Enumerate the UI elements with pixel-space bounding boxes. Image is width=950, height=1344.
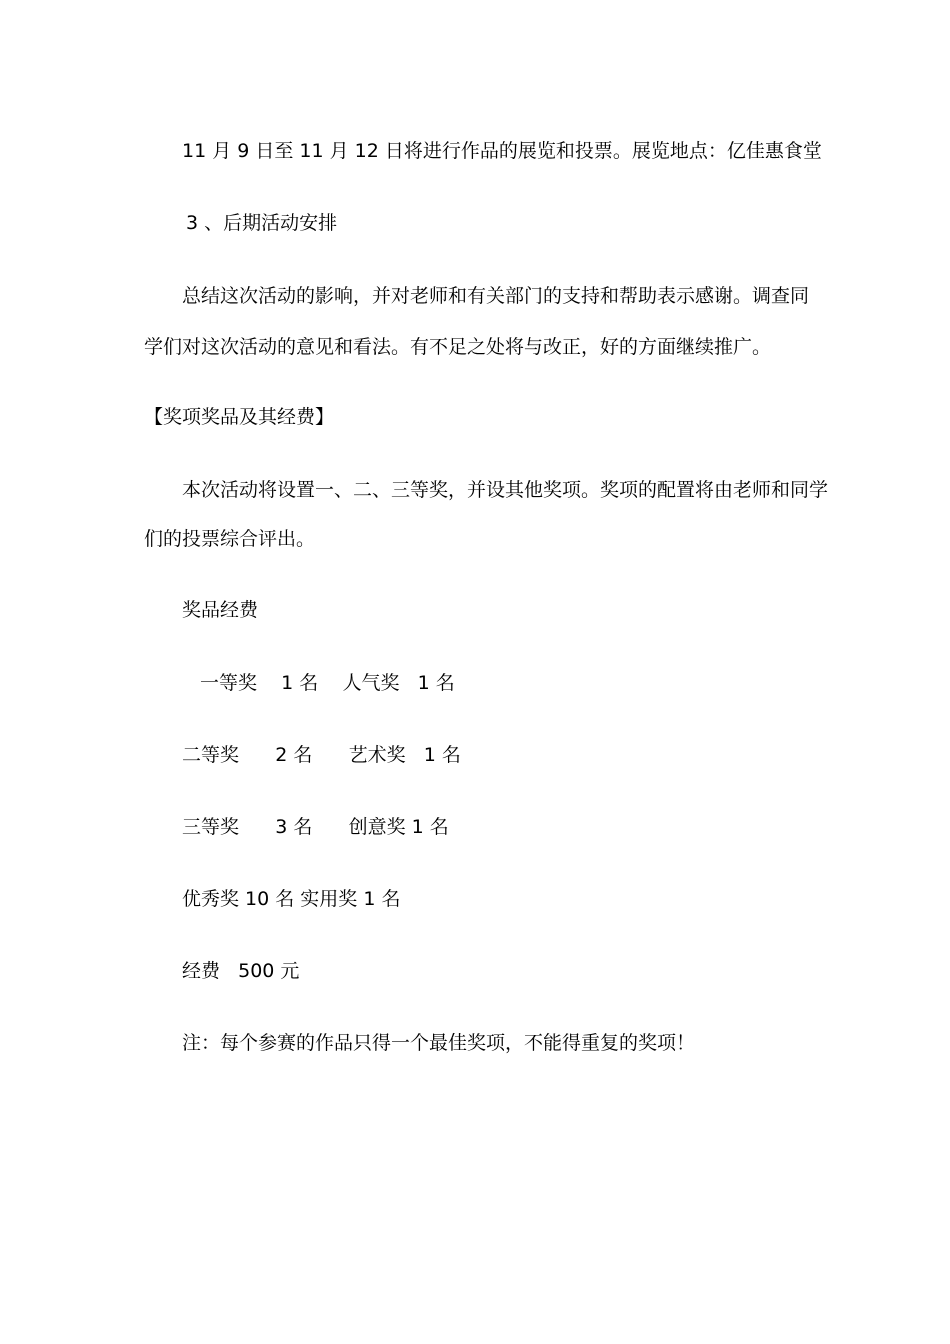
summary-paragraph-line-2: 学们对这次活动的意见和看法。有不足之处将与改正，好的方面继续推广。: [144, 336, 772, 358]
exhibition-paragraph: 11 月 9 日至 11 月 12 日将进行作品的展览和投票。展览地点：亿佳惠食堂: [182, 140, 822, 162]
awards-section-heading: 【奖项奖品及其经费】: [144, 406, 335, 428]
fee-line: 经费 500 元: [182, 960, 300, 982]
prize-row-excellence: 优秀奖 10 名 实用奖 1 名: [182, 888, 401, 910]
awards-paragraph-line-2: 们的投票综合评出。: [144, 528, 316, 550]
prize-row-second: 二等奖 2 名 艺术奖 1 名: [182, 744, 461, 766]
note-line: 注：每个参赛的作品只得一个最佳奖项，不能得重复的奖项！: [182, 1032, 696, 1054]
prize-row-third: 三等奖 3 名 创意奖 1 名: [182, 816, 449, 838]
summary-paragraph-line-1: 总结这次活动的影响，并对老师和有关部门的支持和帮助表示感谢。调查同: [182, 285, 810, 307]
prize-fund-heading: 奖品经费: [182, 599, 259, 621]
awards-paragraph-line-1: 本次活动将设置一、二、三等奖，并设其他奖项。奖项的配置将由老师和同学: [182, 479, 829, 501]
prize-row-first: 一等奖 1 名 人气奖 1 名: [200, 672, 455, 694]
section-3-title: 3 、后期活动安排: [186, 212, 338, 234]
